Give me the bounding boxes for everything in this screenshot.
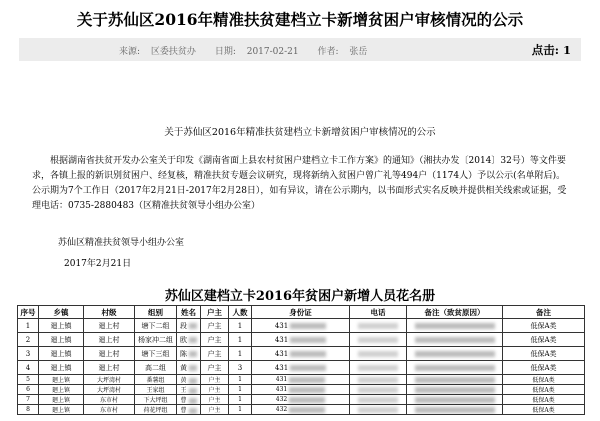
redacted-mark	[415, 397, 495, 403]
cell-name	[177, 405, 201, 415]
table-row	[18, 375, 585, 385]
cell-no-text: 4	[25, 363, 31, 372]
redacted-mark	[189, 351, 197, 357]
cell-note	[503, 405, 585, 415]
cell-head	[201, 333, 229, 347]
cell-name	[177, 333, 201, 347]
cell-id	[252, 333, 350, 347]
cell-reason	[407, 361, 503, 375]
cell-reason	[407, 375, 503, 385]
cell-head-text: 户主	[208, 397, 221, 404]
redacted-mark	[189, 337, 197, 343]
cell-head-text: 户主	[207, 349, 222, 358]
cell-phone	[350, 319, 407, 333]
table-row	[18, 385, 585, 395]
author-label: 作者:	[317, 47, 339, 57]
cell-phone	[350, 385, 407, 395]
redacted-mark	[415, 337, 495, 343]
cell-id-text: 431	[275, 386, 288, 393]
cell-no-text: 1	[25, 321, 31, 330]
col-header-no: 序号	[18, 306, 39, 319]
cell-id-text: 431	[274, 335, 289, 344]
cell-town-text: 廻上镇	[51, 397, 70, 404]
cell-head-text: 户主	[207, 321, 222, 330]
col-header-reason: 备注（致贫原因）	[407, 306, 503, 319]
cell-group	[135, 333, 177, 347]
cell-village-text: 大坪湾村	[96, 387, 121, 394]
cell-village	[84, 361, 135, 375]
table-row	[18, 347, 585, 361]
cell-town	[39, 385, 84, 395]
cell-no	[18, 361, 39, 375]
cell-id	[252, 319, 350, 333]
cell-town	[39, 333, 84, 347]
redacted-mark	[415, 407, 495, 413]
cell-village-text: 廻上村	[98, 321, 120, 330]
redacted-mark	[415, 365, 495, 371]
source-field	[119, 47, 204, 57]
cell-phone	[350, 347, 407, 361]
notice-signature: 苏仙区精准扶贫领导小组办公室	[58, 238, 185, 248]
redacted-mark	[358, 377, 398, 383]
cell-group-text: 杨家冲二组	[138, 335, 173, 344]
cell-town-text: 廻上镇	[50, 335, 72, 344]
cell-reason	[407, 319, 503, 333]
author-value: 张岳	[349, 47, 368, 57]
cell-count-text: 1	[238, 386, 242, 393]
cell-name	[177, 347, 201, 361]
cell-no	[18, 319, 39, 333]
cell-name-text: 黄	[180, 377, 187, 384]
redacted-mark	[189, 398, 197, 404]
redacted-mark	[358, 323, 398, 329]
cell-head-text: 户主	[207, 335, 222, 344]
cell-name-text: 欧	[180, 335, 187, 344]
cell-count-text: 1	[237, 335, 243, 344]
redacted-mark	[289, 397, 325, 403]
cell-note	[503, 395, 585, 405]
cell-no	[18, 385, 39, 395]
cell-phone	[350, 333, 407, 347]
cell-village-text: 廻上村	[98, 335, 120, 344]
cell-phone	[350, 395, 407, 405]
cell-id	[252, 405, 350, 415]
cell-reason	[407, 347, 503, 361]
cell-no	[18, 375, 39, 385]
cell-village	[84, 375, 135, 385]
cell-group-text: 王家组	[146, 387, 165, 394]
cell-note	[503, 385, 585, 395]
cell-count-text: 3	[237, 363, 243, 372]
cell-note-text: 低保A类	[530, 349, 557, 358]
redacted-mark	[289, 387, 325, 393]
cell-count	[229, 333, 252, 347]
cell-no	[18, 405, 39, 415]
cell-no-text: 8	[26, 406, 30, 413]
cell-no-text: 7	[26, 396, 30, 403]
redacted-mark	[358, 351, 398, 357]
cell-phone	[350, 375, 407, 385]
col-header-town: 乡镇	[39, 306, 84, 319]
cell-note	[503, 319, 585, 333]
cell-village-text: 廻上村	[98, 363, 120, 372]
cell-name	[177, 319, 201, 333]
col-header-count: 人数	[229, 306, 252, 319]
cell-note	[503, 347, 585, 361]
cell-group	[135, 395, 177, 405]
notice-body: 根据湖南省扶贫开发办公室关于印发《湖南省面上县农村贫困户建档立卡工作方案》的通知》（湘扶办发〔2014〕32号）等文件要求，各镇上报的新识别贫困户、经复核，精准扶贫专题会议研究，现将新纳入贫困户曾广礼等494户（1174人）予以公示(名单附后)。公示期为7个工作日（2017年2月21日-2017年2月28日），如有异议，请在公示期内，以书面形式实名反映并提供相关线索或证据，受理电话：0735-2880483（区精准扶贫领导小组办公室）	[32, 156, 567, 211]
cell-town-text: 廻上镇	[50, 321, 72, 330]
col-header-head: 户主	[201, 306, 229, 319]
cell-group	[135, 347, 177, 361]
cell-note-text: 低保A类	[530, 321, 557, 330]
table-row	[18, 319, 585, 333]
cell-town-text: 廻上镇	[50, 363, 72, 372]
cell-name-text: 曹	[180, 407, 187, 414]
redacted-mark	[290, 351, 326, 357]
cell-head	[201, 395, 229, 405]
cell-town	[39, 375, 84, 385]
col-header-note: 备注	[503, 306, 585, 319]
col-header-name: 姓名	[177, 306, 201, 319]
cell-name-text: 陈	[180, 349, 187, 358]
cell-id	[252, 375, 350, 385]
article-title: 关于苏仙区2016年精准扶贫建档立卡新增贫困户审核情况的公示	[76, 10, 524, 29]
cell-name-text: 曹	[180, 397, 187, 404]
cell-village	[84, 347, 135, 361]
redacted-mark	[415, 351, 495, 357]
cell-no-text: 2	[25, 335, 31, 344]
clicks-label: 点击:	[531, 43, 559, 57]
roster-header-row	[18, 306, 585, 319]
cell-head-text: 户主	[208, 377, 221, 384]
redacted-mark	[415, 387, 495, 393]
redacted-mark	[189, 365, 197, 371]
redacted-mark	[189, 408, 197, 414]
cell-count-text: 1	[237, 321, 243, 330]
cell-count	[229, 405, 252, 415]
date-field	[215, 47, 307, 57]
cell-town	[39, 395, 84, 405]
cell-reason	[407, 385, 503, 395]
cell-note	[503, 361, 585, 375]
cell-name-text: 段	[180, 321, 187, 330]
cell-count-text: 1	[238, 406, 242, 413]
redacted-mark	[358, 365, 398, 371]
cell-count	[229, 385, 252, 395]
col-header-group: 组别	[135, 306, 177, 319]
cell-id	[252, 385, 350, 395]
roster-table	[17, 305, 585, 415]
cell-name-text: 王	[180, 387, 187, 394]
article-meta	[119, 44, 383, 57]
cell-note-text: 低保A类	[530, 363, 557, 372]
cell-count-text: 1	[237, 349, 243, 358]
cell-town	[39, 347, 84, 361]
cell-head	[201, 405, 229, 415]
col-header-phone: 电话	[350, 306, 407, 319]
cell-head-text: 户主	[208, 407, 221, 414]
cell-phone	[350, 361, 407, 375]
redacted-mark	[189, 323, 197, 329]
redacted-mark	[358, 337, 398, 343]
cell-id-text: 432	[275, 406, 288, 413]
cell-group-text: 番薯组	[146, 377, 165, 384]
cell-id-text: 432	[275, 396, 288, 403]
cell-note-text: 低保A类	[532, 397, 555, 404]
cell-reason	[407, 395, 503, 405]
source-value: 区委扶贫办	[150, 47, 196, 57]
cell-town	[39, 405, 84, 415]
cell-head	[201, 319, 229, 333]
cell-group	[135, 361, 177, 375]
redacted-mark	[189, 388, 197, 394]
redacted-mark	[290, 365, 326, 371]
cell-count-text: 1	[238, 396, 242, 403]
cell-count	[229, 395, 252, 405]
cell-id	[252, 361, 350, 375]
cell-town-text: 廻上镇	[51, 387, 70, 394]
cell-village	[84, 385, 135, 395]
redacted-mark	[358, 387, 398, 393]
cell-name	[177, 385, 201, 395]
cell-name	[177, 361, 201, 375]
cell-count-text: 1	[238, 376, 242, 383]
cell-head-text: 户主	[207, 363, 222, 372]
article-meta-bar	[19, 38, 581, 61]
cell-head-text: 户主	[208, 387, 221, 394]
cell-note-text: 低保A类	[532, 387, 555, 394]
cell-village-text: 大坪湾村	[96, 377, 121, 384]
cell-village-text: 廻上村	[98, 349, 120, 358]
cell-id-text: 431	[274, 349, 289, 358]
cell-group	[135, 385, 177, 395]
cell-group-text: 高二组	[145, 363, 166, 372]
cell-head	[201, 361, 229, 375]
redacted-mark	[358, 407, 398, 413]
cell-name	[177, 375, 201, 385]
cell-village	[84, 395, 135, 405]
redacted-mark	[290, 323, 326, 329]
cell-village-text: 东市村	[99, 407, 118, 414]
col-header-village: 村级	[84, 306, 135, 319]
cell-head	[201, 375, 229, 385]
cell-head	[201, 347, 229, 361]
cell-id-text: 431	[275, 376, 288, 383]
cell-count	[229, 375, 252, 385]
cell-group	[135, 405, 177, 415]
table-row	[18, 361, 585, 375]
cell-note	[503, 375, 585, 385]
cell-village	[84, 333, 135, 347]
table-row	[18, 405, 585, 415]
cell-phone	[350, 405, 407, 415]
cell-town	[39, 361, 84, 375]
redacted-mark	[289, 407, 325, 413]
cell-count	[229, 361, 252, 375]
cell-count	[229, 319, 252, 333]
cell-id	[252, 347, 350, 361]
cell-village	[84, 319, 135, 333]
cell-note-text: 低保A类	[530, 335, 557, 344]
cell-no-text: 6	[26, 386, 30, 393]
cell-group-text: 塘下三组	[141, 349, 170, 358]
cell-name-text: 黄	[180, 363, 187, 372]
roster-title: 苏仙区建档立卡2016年贫困户新增人员花名册	[164, 289, 436, 304]
col-header-id: 身份证	[252, 306, 350, 319]
cell-town-text: 廻上镇	[51, 377, 70, 384]
cell-reason	[407, 333, 503, 347]
redacted-mark	[289, 377, 325, 383]
cell-town-text: 廻上镇	[50, 349, 72, 358]
date-value: 2017-02-21	[246, 47, 299, 57]
click-count	[532, 42, 571, 58]
cell-village	[84, 405, 135, 415]
cell-note-text: 低保A类	[532, 377, 555, 384]
cell-village-text: 东市村	[99, 397, 118, 404]
cell-no-text: 3	[25, 349, 31, 358]
cell-note	[503, 333, 585, 347]
redacted-mark	[415, 377, 495, 383]
clicks-value: 1	[562, 43, 571, 57]
author-field	[318, 47, 376, 57]
notice-subtitle: 关于苏仙区2016年精准扶贫建档立卡新增贫困户审核情况的公示	[164, 127, 436, 138]
cell-no-text: 5	[26, 376, 30, 383]
cell-no	[18, 347, 39, 361]
redacted-mark	[415, 323, 495, 329]
notice-sign-date: 2017年2月21日	[64, 259, 132, 269]
cell-id-text: 431	[274, 363, 289, 372]
date-label: 日期:	[214, 47, 236, 57]
cell-group	[135, 375, 177, 385]
redacted-mark	[189, 378, 197, 384]
redacted-mark	[290, 337, 326, 343]
cell-count	[229, 347, 252, 361]
cell-id-text: 431	[274, 321, 289, 330]
cell-no	[18, 333, 39, 347]
table-row	[18, 333, 585, 347]
cell-no	[18, 395, 39, 405]
cell-id	[252, 395, 350, 405]
source-label: 来源:	[119, 47, 141, 57]
cell-group-text: 荷花坪组	[143, 407, 168, 414]
cell-town	[39, 319, 84, 333]
cell-town-text: 廻上镇	[51, 407, 70, 414]
cell-head	[201, 385, 229, 395]
redacted-mark	[358, 397, 398, 403]
cell-name	[177, 395, 201, 405]
cell-note-text: 低保A类	[532, 407, 555, 414]
cell-reason	[407, 405, 503, 415]
cell-group-text: 塘下二组	[141, 321, 170, 330]
table-row	[18, 395, 585, 405]
cell-group	[135, 319, 177, 333]
cell-group-text: 下大坪组	[143, 397, 168, 404]
